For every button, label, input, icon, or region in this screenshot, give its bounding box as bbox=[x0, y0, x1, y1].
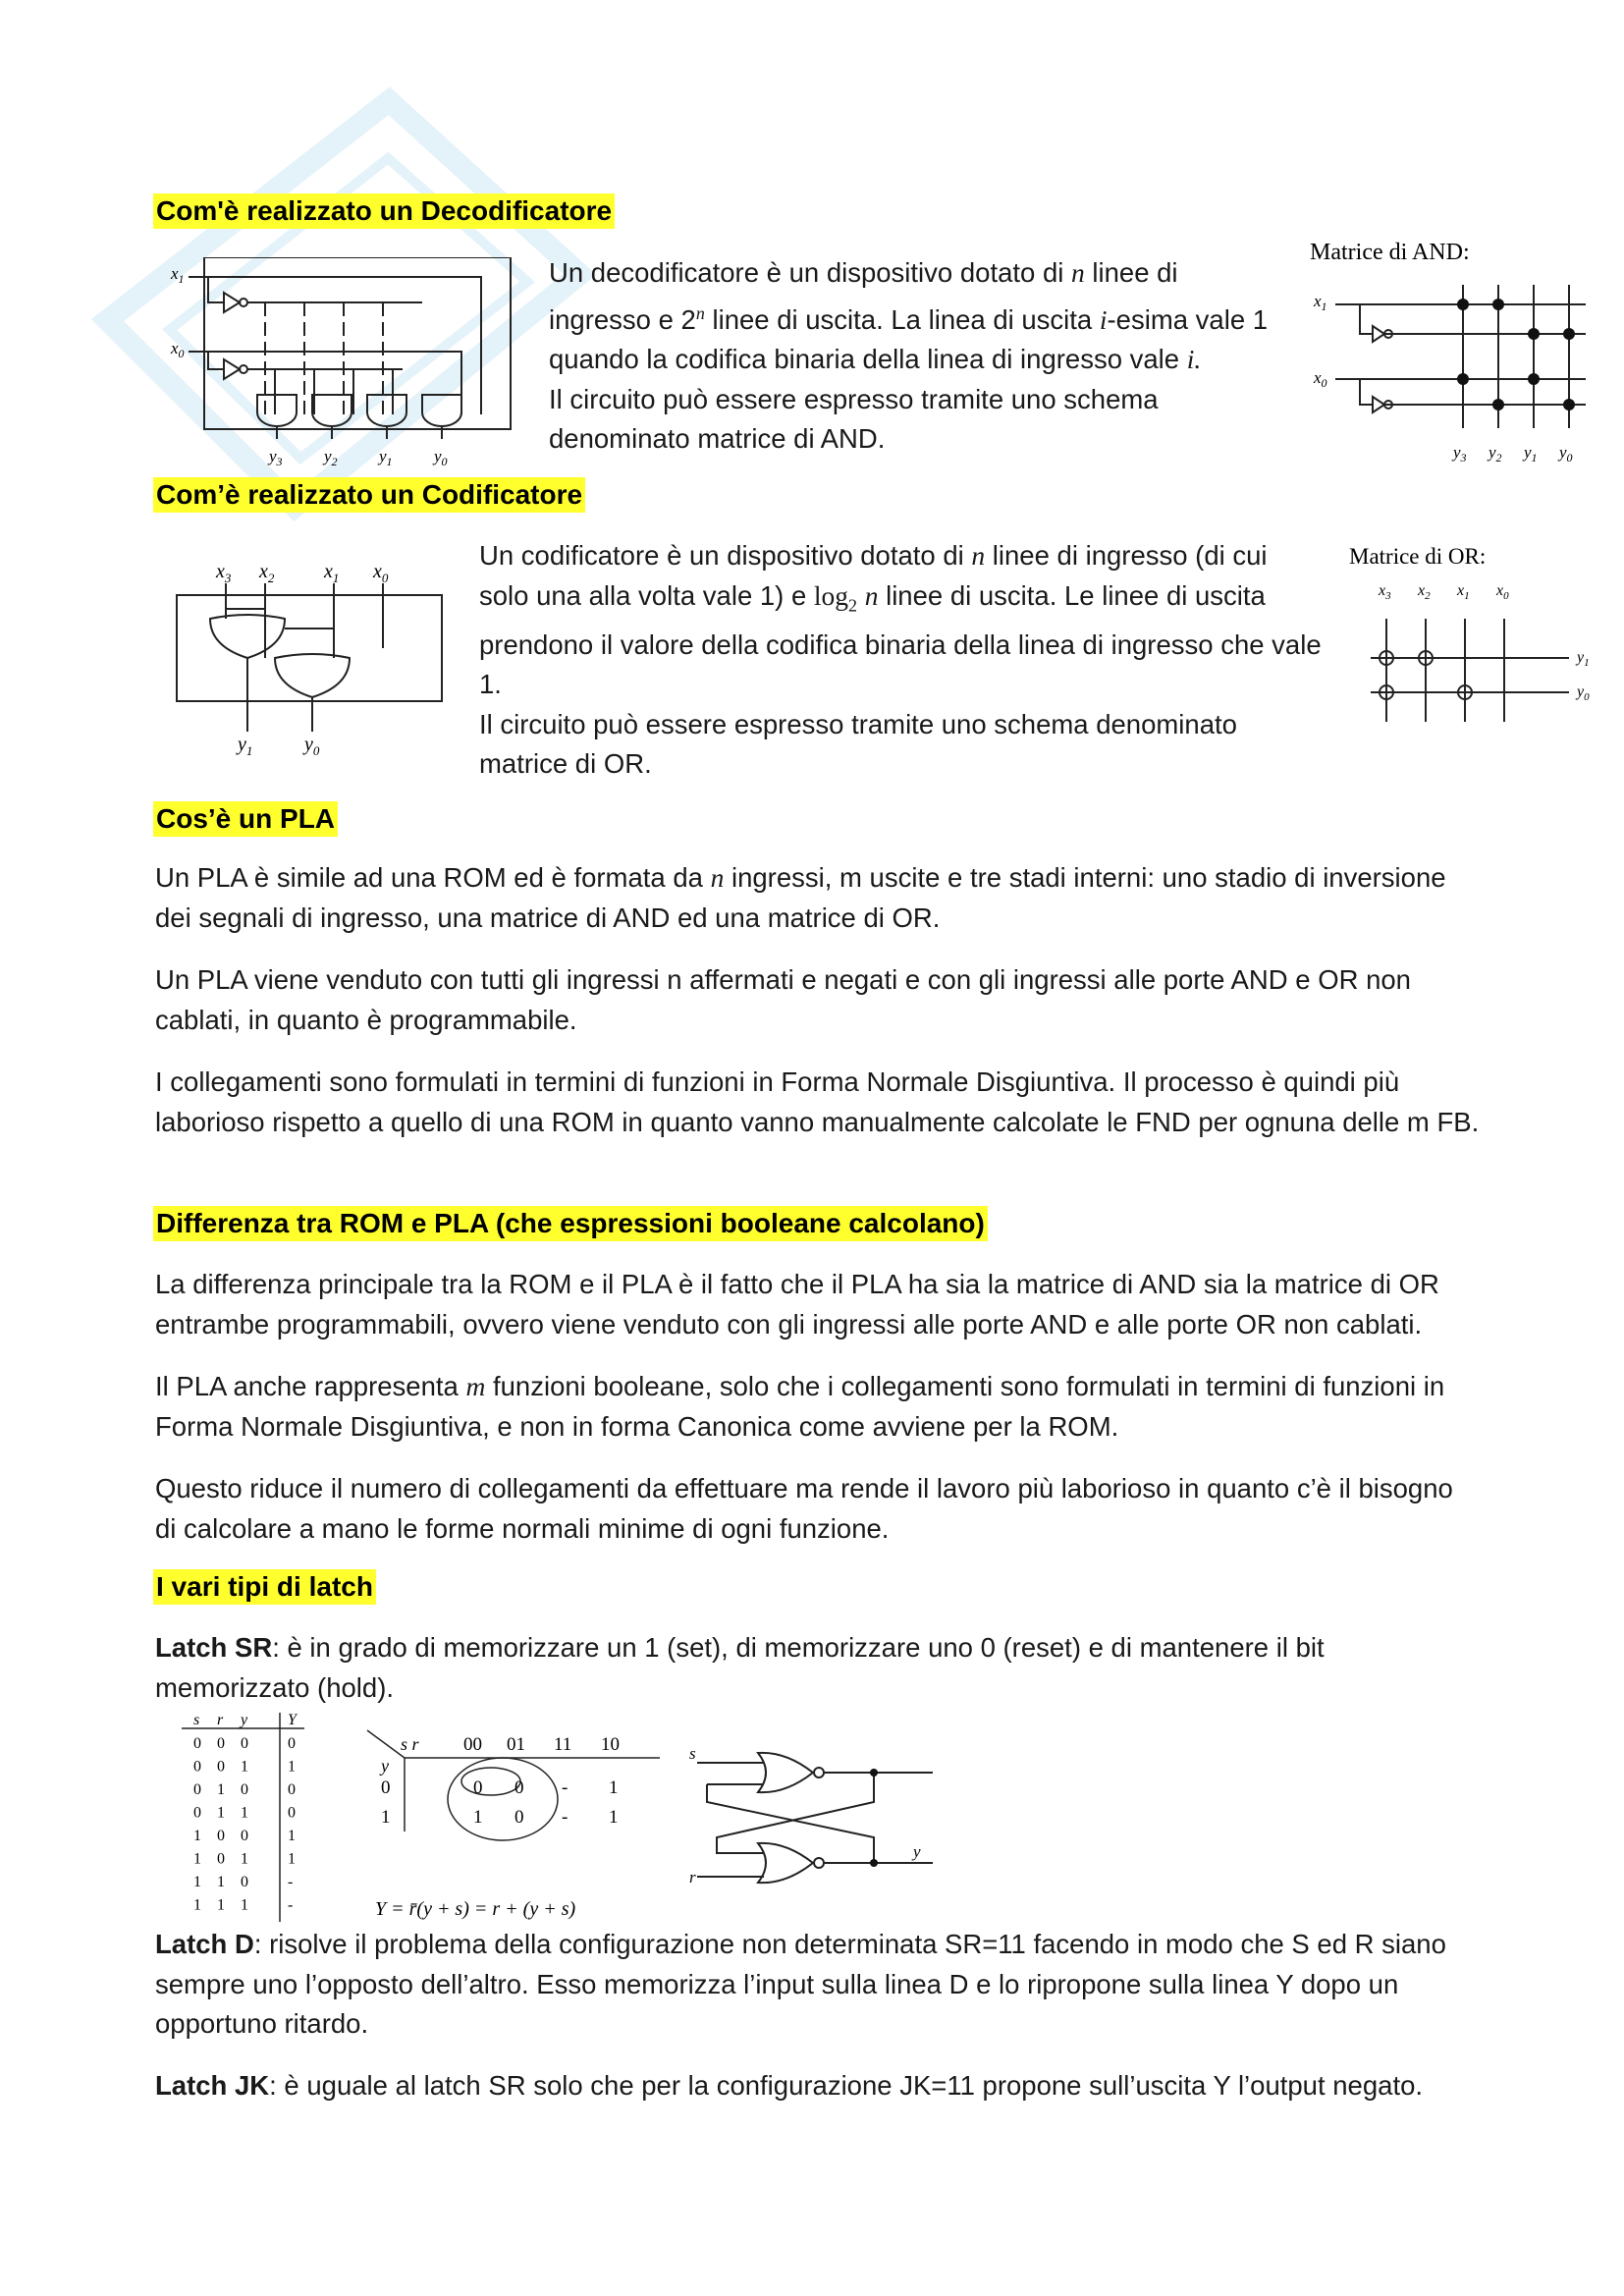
kmap-corner-top: s r bbox=[401, 1734, 419, 1754]
encoder-figure bbox=[167, 550, 452, 756]
tt-cell: 0 bbox=[241, 1828, 248, 1844]
encoder-heading: Com’è realizzato un Codificatore bbox=[153, 477, 585, 513]
decoder-y0-label: $y_0$ bbox=[434, 447, 448, 468]
and-matrix-y1: $y_1$ bbox=[1524, 443, 1538, 465]
kmap-cell: - bbox=[562, 1777, 568, 1798]
decoder-figure bbox=[167, 257, 520, 468]
kmap-cell: 0 bbox=[514, 1807, 524, 1828]
tt-cell: 0 bbox=[217, 1828, 225, 1844]
tt-cell: 1 bbox=[217, 1804, 225, 1822]
and-matrix-title: Matrice di AND: bbox=[1310, 240, 1470, 265]
tt-cell: 1 bbox=[241, 1758, 248, 1776]
tt-cell: 0 bbox=[217, 1758, 225, 1776]
kmap-col-01: 01 bbox=[507, 1734, 525, 1755]
and-matrix-x0: $x_0$ bbox=[1314, 368, 1327, 390]
kmap-col-00: 00 bbox=[463, 1734, 482, 1755]
tt-cell: 0 bbox=[288, 1735, 296, 1752]
sr-latch-circuit bbox=[687, 1743, 952, 1910]
or-matrix-figure bbox=[1345, 540, 1610, 727]
tt-cell: - bbox=[288, 1896, 294, 1914]
encoder-paragraph: Un codificatore è un dispositivo dotato di n linee di ingresso (di cui solo una alla volta vale 1) e $\log_2 n$ linee di uscita. Le linee di uscita prendono il valore della codifica binaria della linea di ingresso che vale 1. Il circuito può essere espresso tramite uno schema denominato matrice di OR. bbox=[479, 540, 1322, 779]
tt-cell: 0 bbox=[288, 1781, 296, 1798]
decoder-y3-label: $y_3$ bbox=[269, 447, 283, 468]
kmap-cell: 0 bbox=[514, 1777, 524, 1798]
kmap-col-11: 11 bbox=[554, 1734, 572, 1755]
tt-header-Y: Y bbox=[288, 1712, 297, 1728]
latch-sr-paragraph: Latch SR: è in grado di memorizzare un 1 (set), di memorizzare uno 0 (reset) e di mantenere il bit memorizzato (hold). bbox=[155, 1632, 1325, 1703]
kmap-row-0-label: 0 bbox=[381, 1777, 391, 1798]
and-matrix-x1: $x_1$ bbox=[1314, 292, 1327, 313]
decoder-y2-label: $y_2$ bbox=[324, 447, 338, 468]
latch-heading: I vari tipi di latch bbox=[153, 1569, 376, 1605]
and-matrix-dots bbox=[1457, 299, 1575, 410]
diff-paragraph-3: Questo riduce il numero di collegamenti da effettuare ma rende il lavoro più laborioso in quanto c’è il bisogno di calcolare a mano le forme normali minime di ogni funzione. bbox=[155, 1473, 1453, 1544]
or-matrix-title: Matrice di OR: bbox=[1349, 544, 1487, 569]
decoder-heading: Com'è realizzato un Decodificatore bbox=[153, 193, 615, 229]
tt-cell: 0 bbox=[193, 1758, 201, 1776]
sr-latch-s-label: s bbox=[689, 1744, 696, 1763]
encoder-x1: $x_1$ bbox=[324, 561, 340, 585]
kmap-cell: 1 bbox=[473, 1807, 483, 1828]
tt-cell: 1 bbox=[241, 1804, 248, 1822]
encoder-y0: $y_0$ bbox=[304, 734, 320, 756]
kmap-corner-left: y bbox=[381, 1756, 389, 1776]
tt-cell: 0 bbox=[217, 1735, 225, 1752]
and-matrix-y2: $y_2$ bbox=[1489, 443, 1502, 465]
kmap-col-10: 10 bbox=[601, 1734, 620, 1755]
tt-cell: 1 bbox=[217, 1874, 225, 1890]
kmap-cell: 1 bbox=[609, 1777, 619, 1798]
tt-cell: 0 bbox=[217, 1850, 225, 1868]
tt-header-s: s bbox=[193, 1712, 200, 1728]
or-matrix-x3: $x_3$ bbox=[1379, 582, 1391, 602]
tt-cell: 1 bbox=[241, 1896, 248, 1914]
tt-cell: 0 bbox=[193, 1735, 201, 1752]
decoder-x1-label: $x_1$ bbox=[171, 264, 185, 286]
tt-cell: 1 bbox=[241, 1850, 248, 1868]
tt-cell: 1 bbox=[217, 1896, 225, 1914]
and-matrix-figure bbox=[1306, 236, 1600, 471]
or-matrix-x2: $x_2$ bbox=[1418, 582, 1431, 602]
diff-paragraph-2: Il PLA anche rappresenta m funzioni booleane, solo che i collegamenti sono formulati in termini di funzioni in Forma Normale Disgiuntiva, e non in forma Canonica come avviene per la ROM. bbox=[155, 1371, 1445, 1442]
latch-d-paragraph: Latch D: risolve il problema della configurazione non determinata SR=11 facendo in modo che S ed R siano sempre uno l’opposto dell’altro. Esso memorizza l’input sulla linea D e lo ripropone sulla linea Y dopo un opportuno ritardo. bbox=[155, 1929, 1446, 2039]
encoder-x3: $x_3$ bbox=[216, 561, 232, 585]
and-matrix-y3: $y_3$ bbox=[1453, 443, 1467, 465]
tt-cell: 0 bbox=[288, 1804, 296, 1822]
latch-jk-paragraph: Latch JK: è uguale al latch SR solo che per la configurazione JK=11 propone sull’uscita Y l’output negato. bbox=[155, 2070, 1424, 2101]
encoder-x2: $x_2$ bbox=[259, 561, 275, 585]
or-matrix-x1: $x_1$ bbox=[1457, 582, 1470, 602]
or-matrix-y0: $y_0$ bbox=[1577, 683, 1590, 703]
sr-latch-r-label: r bbox=[689, 1868, 696, 1886]
sr-truth-table bbox=[182, 1711, 314, 1927]
sr-karnaugh-map bbox=[365, 1728, 679, 1925]
decoder-x0-label: $x_0$ bbox=[171, 339, 185, 360]
tt-header-y: y bbox=[241, 1712, 248, 1728]
decoder-paragraph: Un decodificatore è un dispositivo dotato di n linee di ingresso e 2$^n$ linee di uscita. La linea di uscita i-esima vale 1 quando la codifica binaria della linea di ingresso vale i. Il circuito può essere espresso tramite uno schema denominato matrice di AND. bbox=[549, 257, 1269, 455]
kmap-cell: - bbox=[562, 1807, 568, 1828]
tt-cell: 1 bbox=[193, 1828, 201, 1844]
or-matrix-y1: $y_1$ bbox=[1577, 649, 1590, 669]
pla-paragraph-2: Un PLA viene venduto con tutti gli ingressi n affermati e negati e con gli ingressi alle porte AND e OR non cablati, in quanto è programmabile. bbox=[155, 964, 1411, 1035]
diff-heading: Differenza tra ROM e PLA (che espressioni booleane calcolano) bbox=[153, 1206, 988, 1241]
kmap-cell: 1 bbox=[609, 1807, 619, 1828]
tt-cell: 0 bbox=[193, 1804, 201, 1822]
tt-header-r: r bbox=[217, 1712, 224, 1728]
tt-cell: 1 bbox=[288, 1758, 296, 1776]
tt-cell: 0 bbox=[241, 1874, 248, 1890]
tt-cell: 0 bbox=[241, 1735, 248, 1752]
tt-cell: 1 bbox=[193, 1850, 201, 1868]
encoder-y1: $y_1$ bbox=[238, 734, 253, 756]
tt-cell: 1 bbox=[193, 1874, 201, 1890]
kmap-row-1-label: 1 bbox=[381, 1807, 391, 1828]
tt-cell: - bbox=[288, 1874, 294, 1890]
kmap-formula: Y = r̄(y + s) = r + (y + s) bbox=[375, 1898, 576, 1920]
pla-paragraph-1: Un PLA è simile ad una ROM ed è formata da n ingressi, m uscite e tre stadi interni: uno stadio di inversione dei segnali di ingresso, una matrice di AND ed una matrice di OR. bbox=[155, 862, 1446, 933]
and-matrix-y0: $y_0$ bbox=[1559, 443, 1573, 465]
sr-latch-y-label: y bbox=[913, 1842, 921, 1861]
encoder-x0: $x_0$ bbox=[373, 561, 389, 585]
tt-cell: 1 bbox=[193, 1896, 201, 1914]
tt-cell: 1 bbox=[217, 1781, 225, 1798]
or-matrix-x0: $x_0$ bbox=[1496, 582, 1509, 602]
kmap-cell: 0 bbox=[473, 1777, 483, 1798]
tt-cell: 0 bbox=[193, 1781, 201, 1798]
tt-cell: 0 bbox=[241, 1781, 248, 1798]
diff-paragraph-1: La differenza principale tra la ROM e il PLA è il fatto che il PLA ha sia la matrice di AND sia la matrice di OR entrambe programmabili, ovvero viene venduto con gli ingressi alle porte AND e alle porte OR non cablati. bbox=[155, 1269, 1439, 1339]
pla-paragraph-3: I collegamenti sono formulati in termini di funzioni in Forma Normale Disgiuntiva. Il processo è quindi più laborioso rispetto a quello di una ROM in quanto vanno manualmente calcolate le FND per ognuna delle m FB. bbox=[155, 1066, 1480, 1137]
tt-cell: 1 bbox=[288, 1850, 296, 1868]
tt-cell: 1 bbox=[288, 1828, 296, 1844]
decoder-y1-label: $y_1$ bbox=[379, 447, 393, 468]
pla-heading: Cos’è un PLA bbox=[153, 801, 338, 837]
